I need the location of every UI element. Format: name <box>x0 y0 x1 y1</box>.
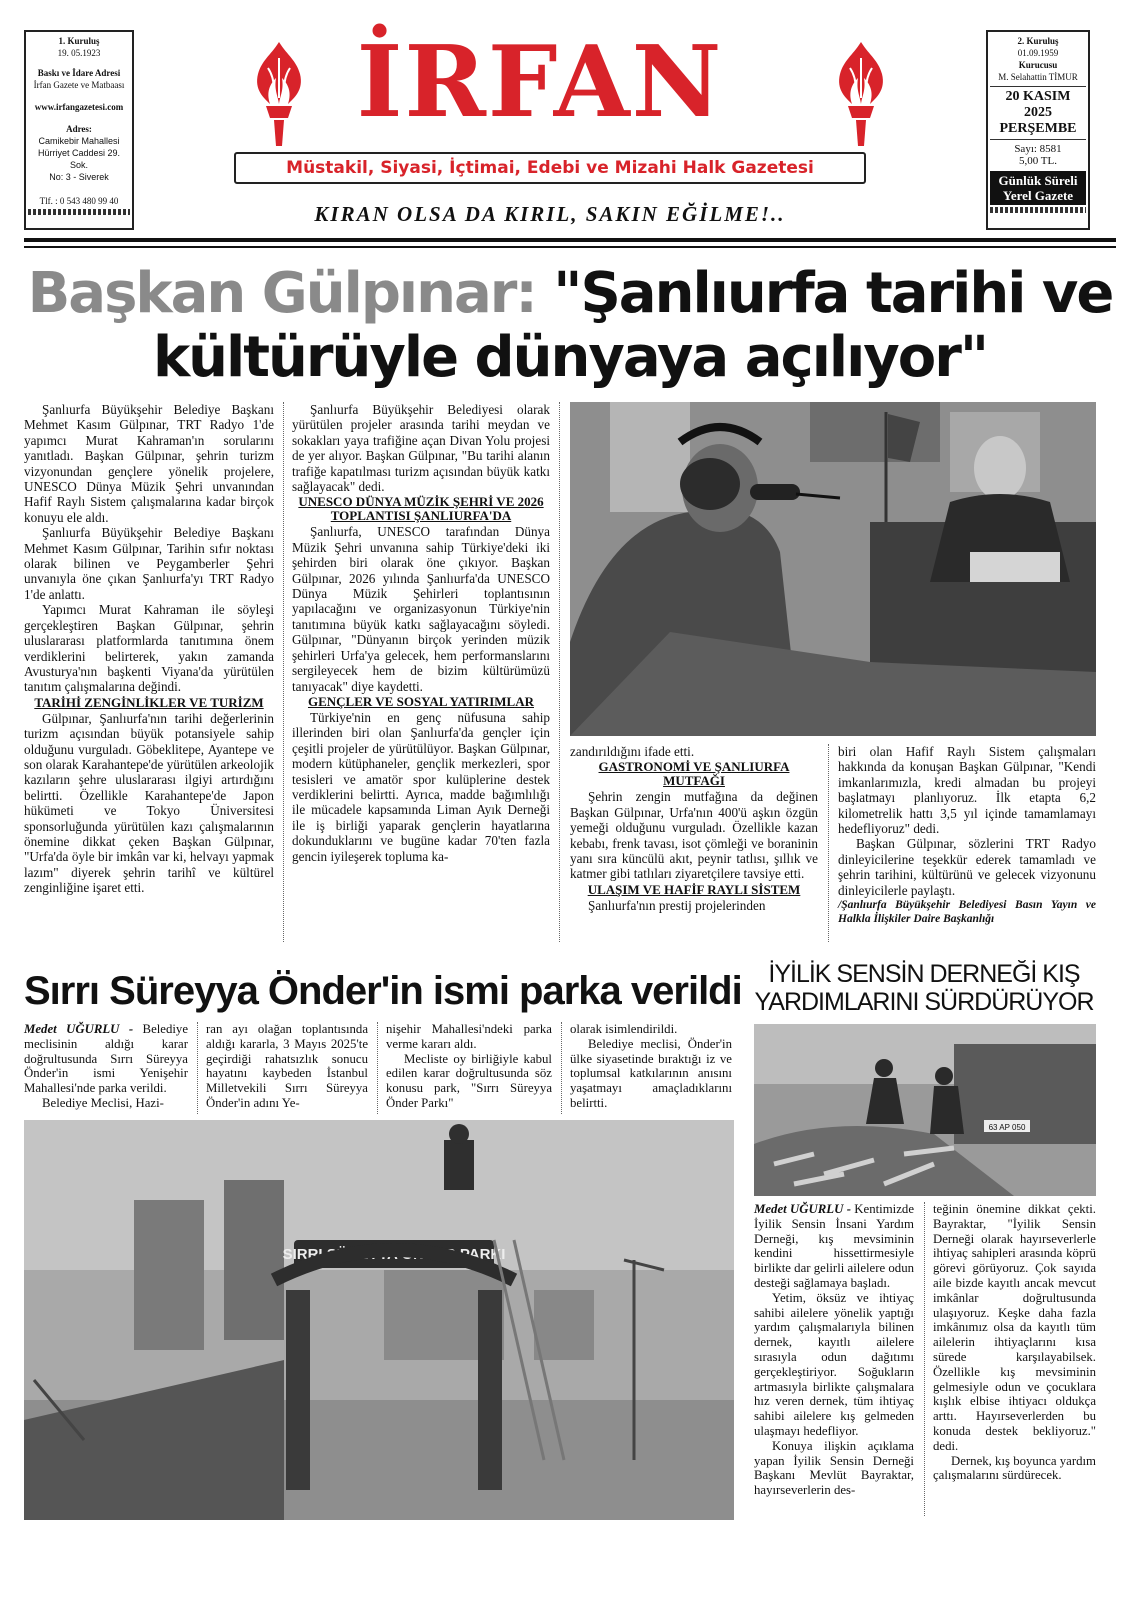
decorative-border <box>990 207 1086 213</box>
story2-column-4 <box>570 1022 732 1111</box>
lead-headline <box>24 262 1116 390</box>
publication-type-line-1: Günlük Süreli <box>998 173 1078 188</box>
second-founded-label: 2. Kuruluş <box>1017 36 1059 46</box>
story2-text: ran ayı olağan toplantısında aldığı kararla, 3 Mayıs 2025'te geçirdiği rahatsızlık sonucu hayatını kaybeden İstanbul Milletvekili Sırrı Süreyya Önder'in adını Ye- <box>206 1022 368 1110</box>
lead-column-2 <box>292 402 550 864</box>
lead-paragraph: Şanlıurfa Büyükşehir Belediye Başkanı Mehmet Kasım Gülpınar, Tarihin sıfır noktası olarak bilinen ve Peygamberler Şehri unvanıyla öne çıkan Şanlıurfa'yı TRT Radyo 1'de anlattı. <box>24 525 274 602</box>
story3-column-2 <box>933 1202 1096 1483</box>
column-divider <box>377 1022 378 1114</box>
masthead-left-box <box>24 30 134 230</box>
publication-type-line-2: Yerel Gazete <box>1002 188 1074 203</box>
lead-paragraph: Türkiye'nin en genç nüfusuna sahip illerinden biri olan Şanlıurfa'da gençler için çeşitli projeler de yürütülüyor. Başkan Gülpınar, modern kütüphaneler, gençlik merkezleri, spor tesisleri ve amatör spor kulüplerine destek verdiklerini belirtti. Ayrıca, madde bağımlılığı ile mücadele kapsamında Liman Ayık Derneği ile iş birliği yaparak gençlerin hayatlarına dokunduklarını ve bugüne kadar 70'ten fazla gencin iyileşerek topluma ka- <box>292 709 550 864</box>
lead-headline-quote-1: "Şanlıurfa tarihi ve <box>553 261 1113 326</box>
lead-credit: /Şanlıurfa Büyükşehir Belediyesi Basın Yayın ve Halkla İlişkiler Daire Başkanlığı <box>838 899 1096 926</box>
masthead-rule <box>24 238 1116 242</box>
decorative-border <box>28 209 130 215</box>
lead-paragraph: Şanlıurfa, UNESCO tarafından Dünya Müzik Şehri unvanına sahip Türkiye'deki iki şehirden biri olarak öne çıkıyor. Başkan Gülpınar, 2026 yılında Şanlıurfa'da UNESCO Dünya Müzik Şehirleri toplantısının yapılacağını ve organizasyonun Türkiye'nin tanıtımına büyük katkı sağlayacağını söyledi. Gülpınar, "Dünyanın birçok yerinden müzik şehirleri Urfa'ya gelecek, hem performanslarını sergileyecek hem de bizim kültürümüzü tanıyacak" diye kaydetti. <box>292 524 550 694</box>
lead-subheading: ULAŞIM VE HAFİF RAYLI SİSTEM <box>587 881 801 897</box>
story2-column-2 <box>206 1022 368 1111</box>
story3-column-1 <box>754 1202 914 1498</box>
masthead-rule-thin <box>24 246 1116 248</box>
lead-paragraph: biri olan Hafif Raylı Sistem çalışmaları hakkında da konuşan Başkan Gülpınar, "Kendi imkanlarımızla, kredi almadan bu projeyi başlatmayı planlıyoruz. İlk etapta 6,2 kilometrelik hattı 3,5 yıl içinde tamamlamayı hedefliyoruz" dedi. <box>838 744 1096 837</box>
lead-paragraph: Şanlıurfa Büyükşehir Belediye Başkanı Mehmet Kasım Gülpınar, TRT Radyo 1'de yapımcı Murat Kahraman'ın sorularını yanıtladı. Başkan Gülpınar, şehrin turizm vizyonundan gençlere yönelik projelere, UNESCO Dünya Müzik Şehri unvanından Hafif Raylı Sistem çalışmalarına kadar birçok konuyu ele aldı. <box>24 402 274 525</box>
issue-date-weekday: PERŞEMBE <box>999 121 1077 136</box>
park-photo <box>24 1120 734 1520</box>
lead-column-3 <box>570 744 818 913</box>
newspaper-logo: İRFAN <box>356 25 724 140</box>
story2-text: Belediye meclisi, Önder'in ülke siyasetinde bıraktığı iz ve toplumsal katkılarının anısını yaşatmayı amaçladıklarını belirtti. <box>570 1036 732 1110</box>
lead-paragraph: Şehrin zengin mutfağına da değinen Başkan Gülpınar, Urfa'nın 400'ü aşkın özgün yemeği olduğunu vurguladı. Özellikle kazan kebabı, frenk tavası, isot çömleği ve boraninin yanı sıra küncülü akıt, peynir tatlısı, şıllık ve katmer gibi tatlıları ziyaretçilere tavsiye etti. <box>570 789 818 882</box>
column-divider <box>197 1022 198 1114</box>
publication-type <box>990 171 1086 205</box>
story3-text: Yetim, öksüz ve ihtiyaç sahibi ailelere yönelik yaptığı yardım çalışmalarıyla bilinen dernek, kayıtlı ailelere sırasıyla odun dağıtımı gerçekleştiriyor. Soğukların artmasıyla birlikte çalışmalara hız veren dernek, tüm ihtiyaç sahibi ailelere kış gelmeden ulaşmayı hedefliyor. <box>754 1290 914 1438</box>
founder-label: Kurucusu <box>1018 60 1058 70</box>
masthead-right-box <box>986 30 1090 230</box>
lead-paragraph: zandırıldığını ifade etti. <box>570 744 695 759</box>
truck-plate: 63 AP 050 <box>988 1123 1026 1132</box>
address-label: Adres: <box>66 124 92 134</box>
story3-text: Konuya ilişkin açıklama yapan İyilik Sensin Derneği Başkanı Mevlüt Bayraktar, hayırseverlerin des- <box>754 1438 914 1498</box>
story3-text: Dernek, kış boyunca yardım çalışmalarını sürdürecek. <box>933 1453 1096 1483</box>
story3-byline: Medet UĞURLU - <box>754 1202 851 1216</box>
second-founded-date: 01.09.1959 <box>1017 48 1059 58</box>
newspaper-subtitle: Müstakil, Siyasi, İçtimai, Edebi ve Mizahi Halk Gazetesi <box>234 152 866 184</box>
newspaper-motto: KIRAN OLSA DA KIRIL, SAKIN EĞİLME!.. <box>314 202 786 226</box>
story2-text: Belediye Meclisi, Hazi- <box>42 1095 164 1110</box>
lead-column-4 <box>838 744 1096 926</box>
story3-headline <box>754 960 1094 1016</box>
story3-headline-line-2: YARDIMLARINI SÜRDÜRÜYOR <box>754 988 1094 1016</box>
lead-subheading: UNESCO DÜNYA MÜZİK ŞEHRİ VE 2026 TOPLANTISI ŞANLIURFA'DA <box>298 494 544 524</box>
issue-date-day: 20 KASIM <box>1005 89 1071 104</box>
lead-paragraph: Başkan Gülpınar, sözlerini TRT Radyo dinleyicilerine teşekkür ederek tamamladı ve şehrin tarihini, kültürünü ve gelecek vizyonunu dinleyicilerle paylaştı. <box>838 836 1096 898</box>
radio-interview-photo <box>570 402 1096 736</box>
park-sign-text: SIRRI SÜREYYA ÖNDER PARKI <box>282 1246 506 1263</box>
column-divider <box>924 1202 925 1516</box>
issue-date <box>990 86 1086 140</box>
lead-paragraph: Gülpınar, Şanlıurfa'nın tarihi değerlerinin turizm açısından büyük potansiyele sahip olduğunu vurguladı. Göbeklitepe, Ayantepe ve son olarak Karahantepe'de yürütülen arkeolojik kazıların şehre uluslararası ilgiyi artırdığını belirtti. Özellikle Karahantepe'de Japon hükümeti ve Tokyo Üniversitesi sponsorluğunda yürütülen kazı çalışmalarının önemine dikkat çeken Başkan Gülpınar, "Urfa'da öyle bir imkân var ki, helvayı yapmak lazım" diyerek şehrin tarihî ve kültürel zenginliğine işaret etti. <box>24 710 274 896</box>
office-value: İrfan Gazete ve Matbaası <box>33 80 125 90</box>
lead-column-1 <box>24 402 274 896</box>
column-divider <box>828 744 829 942</box>
founder-name: M. Selahattin TİMUR <box>998 72 1078 82</box>
wood-aid-photo <box>754 1024 1096 1196</box>
story2-text: Mecliste oy birliğiyle kabul edilen karar doğrultusunda söz konusu park, "Sırrı Süreyya Önder Parkı" <box>386 1051 552 1110</box>
address-line-3: No: 3 - Siverek <box>49 172 109 182</box>
issue-date-year: 2025 <box>1024 105 1052 120</box>
torch-logo-right-icon <box>830 38 892 148</box>
column-divider <box>283 402 284 942</box>
issue-number: Sayı: 8581 <box>1014 143 1062 155</box>
story2-text: Belediye meclisinin aldığı karar doğrultusunda Sırrı Süreyya Önder'in ismi Yenişehir Mahallesi'nde parka verildi. <box>24 1022 189 1096</box>
story2-text: nişehir Mahallesi'ndeki parka verme kararı aldı. <box>386 1022 552 1051</box>
story2-column-3 <box>386 1022 552 1111</box>
lead-subheading: GASTRONOMİ VE ŞANLIURFA MUTFAĞI <box>598 759 790 789</box>
lead-headline-speaker: Başkan Gülpınar: <box>27 261 536 326</box>
column-divider <box>561 1022 562 1114</box>
address-line-2: Hürriyet Caddesi 29. Sok. <box>37 148 121 170</box>
founded-date: 19. 05.1923 <box>57 48 101 58</box>
column-divider <box>559 402 560 942</box>
story2-text: olarak isimlendirildi. <box>570 1022 678 1036</box>
lead-paragraph: Şanlıurfa Büyükşehir Belediyesi olarak yürütülen projeler arasında tarihi meydan ve sokakları yaya trafiğine açan Divan Yolu projesi de yer alıyor. Başkan Gülpınar, "Bu tarihi alanın trafiğe kapatılması turizm açısından büyük katkı sağlayacak" dedi. <box>292 402 550 495</box>
phone: Tlf. : 0 543 480 99 40 <box>39 196 119 206</box>
lead-paragraph: Yapımcı Murat Kahraman ile söyleşi gerçekleştiren Başkan Gülpınar, şehrin uluslararası platformlarda tanıtımına önem verdiklerini belirterek, yakın zamanda Avusturya'nın başkenti Viyana'da yürütülen tanıtım çalışmalarına değindi. <box>24 602 274 695</box>
story2-column-1 <box>24 1022 188 1111</box>
story3-text: teğinin önemine dikkat çekti. Bayraktar, "İyilik Sensin Derneği olarak hayırseverlerle ihtiyaç sahipleri arasında köprü görevi görüyoruz. Çok sayıda aile bizde kayıtlı ancak mevcut imkânlar doğrultusunda ulaşıyoruz. Keşke daha fazla imkânımız olsa da kayıtlı tüm ailelerin ihtiyaçlarını kısa sürede karşılayabilsek. Özellikle kış mevsiminin gelmesiyle odun ve çocuklara kışlık elbise ihtiyacı oldukça arttı. Hayırseverlerden bu konuda destek bekliyoruz." dedi. <box>933 1202 1096 1453</box>
story3-headline-line-1: İYİLİK SENSİN DERNEĞİ KIŞ <box>768 960 1080 988</box>
issue-price: 5,00 TL. <box>1019 155 1057 167</box>
founded-label: 1. Kuruluş <box>58 36 100 46</box>
story2-headline: Sırrı Süreyya Önder'in ismi parka verildi <box>24 969 742 1013</box>
story3-text: Kentimizde İyilik Sensin İnsani Yardım Derneği, kış mevsiminin kendini hissettirmesiyle birlikte dar gelirli ailelere odun desteği sağlamaya başladı. <box>754 1202 914 1290</box>
address-line-1: Camikebir Mahallesi <box>38 136 120 146</box>
office-label: Baskı ve İdare Adresi <box>37 68 121 78</box>
story2-byline: Medet UĞURLU - <box>24 1022 134 1036</box>
lead-headline-quote-2: kültürüyle dünyaya açılıyor" <box>152 325 988 390</box>
lead-subheading: GENÇLER VE SOSYAL YATIRIMLAR <box>307 693 534 709</box>
website: www.irfangazetesi.com <box>34 102 124 112</box>
lead-subheading: TARİHİ ZENGİNLİKLER VE TURİZM <box>34 694 264 710</box>
lead-paragraph: Şanlıurfa'nın prestij projelerinden <box>588 897 766 913</box>
